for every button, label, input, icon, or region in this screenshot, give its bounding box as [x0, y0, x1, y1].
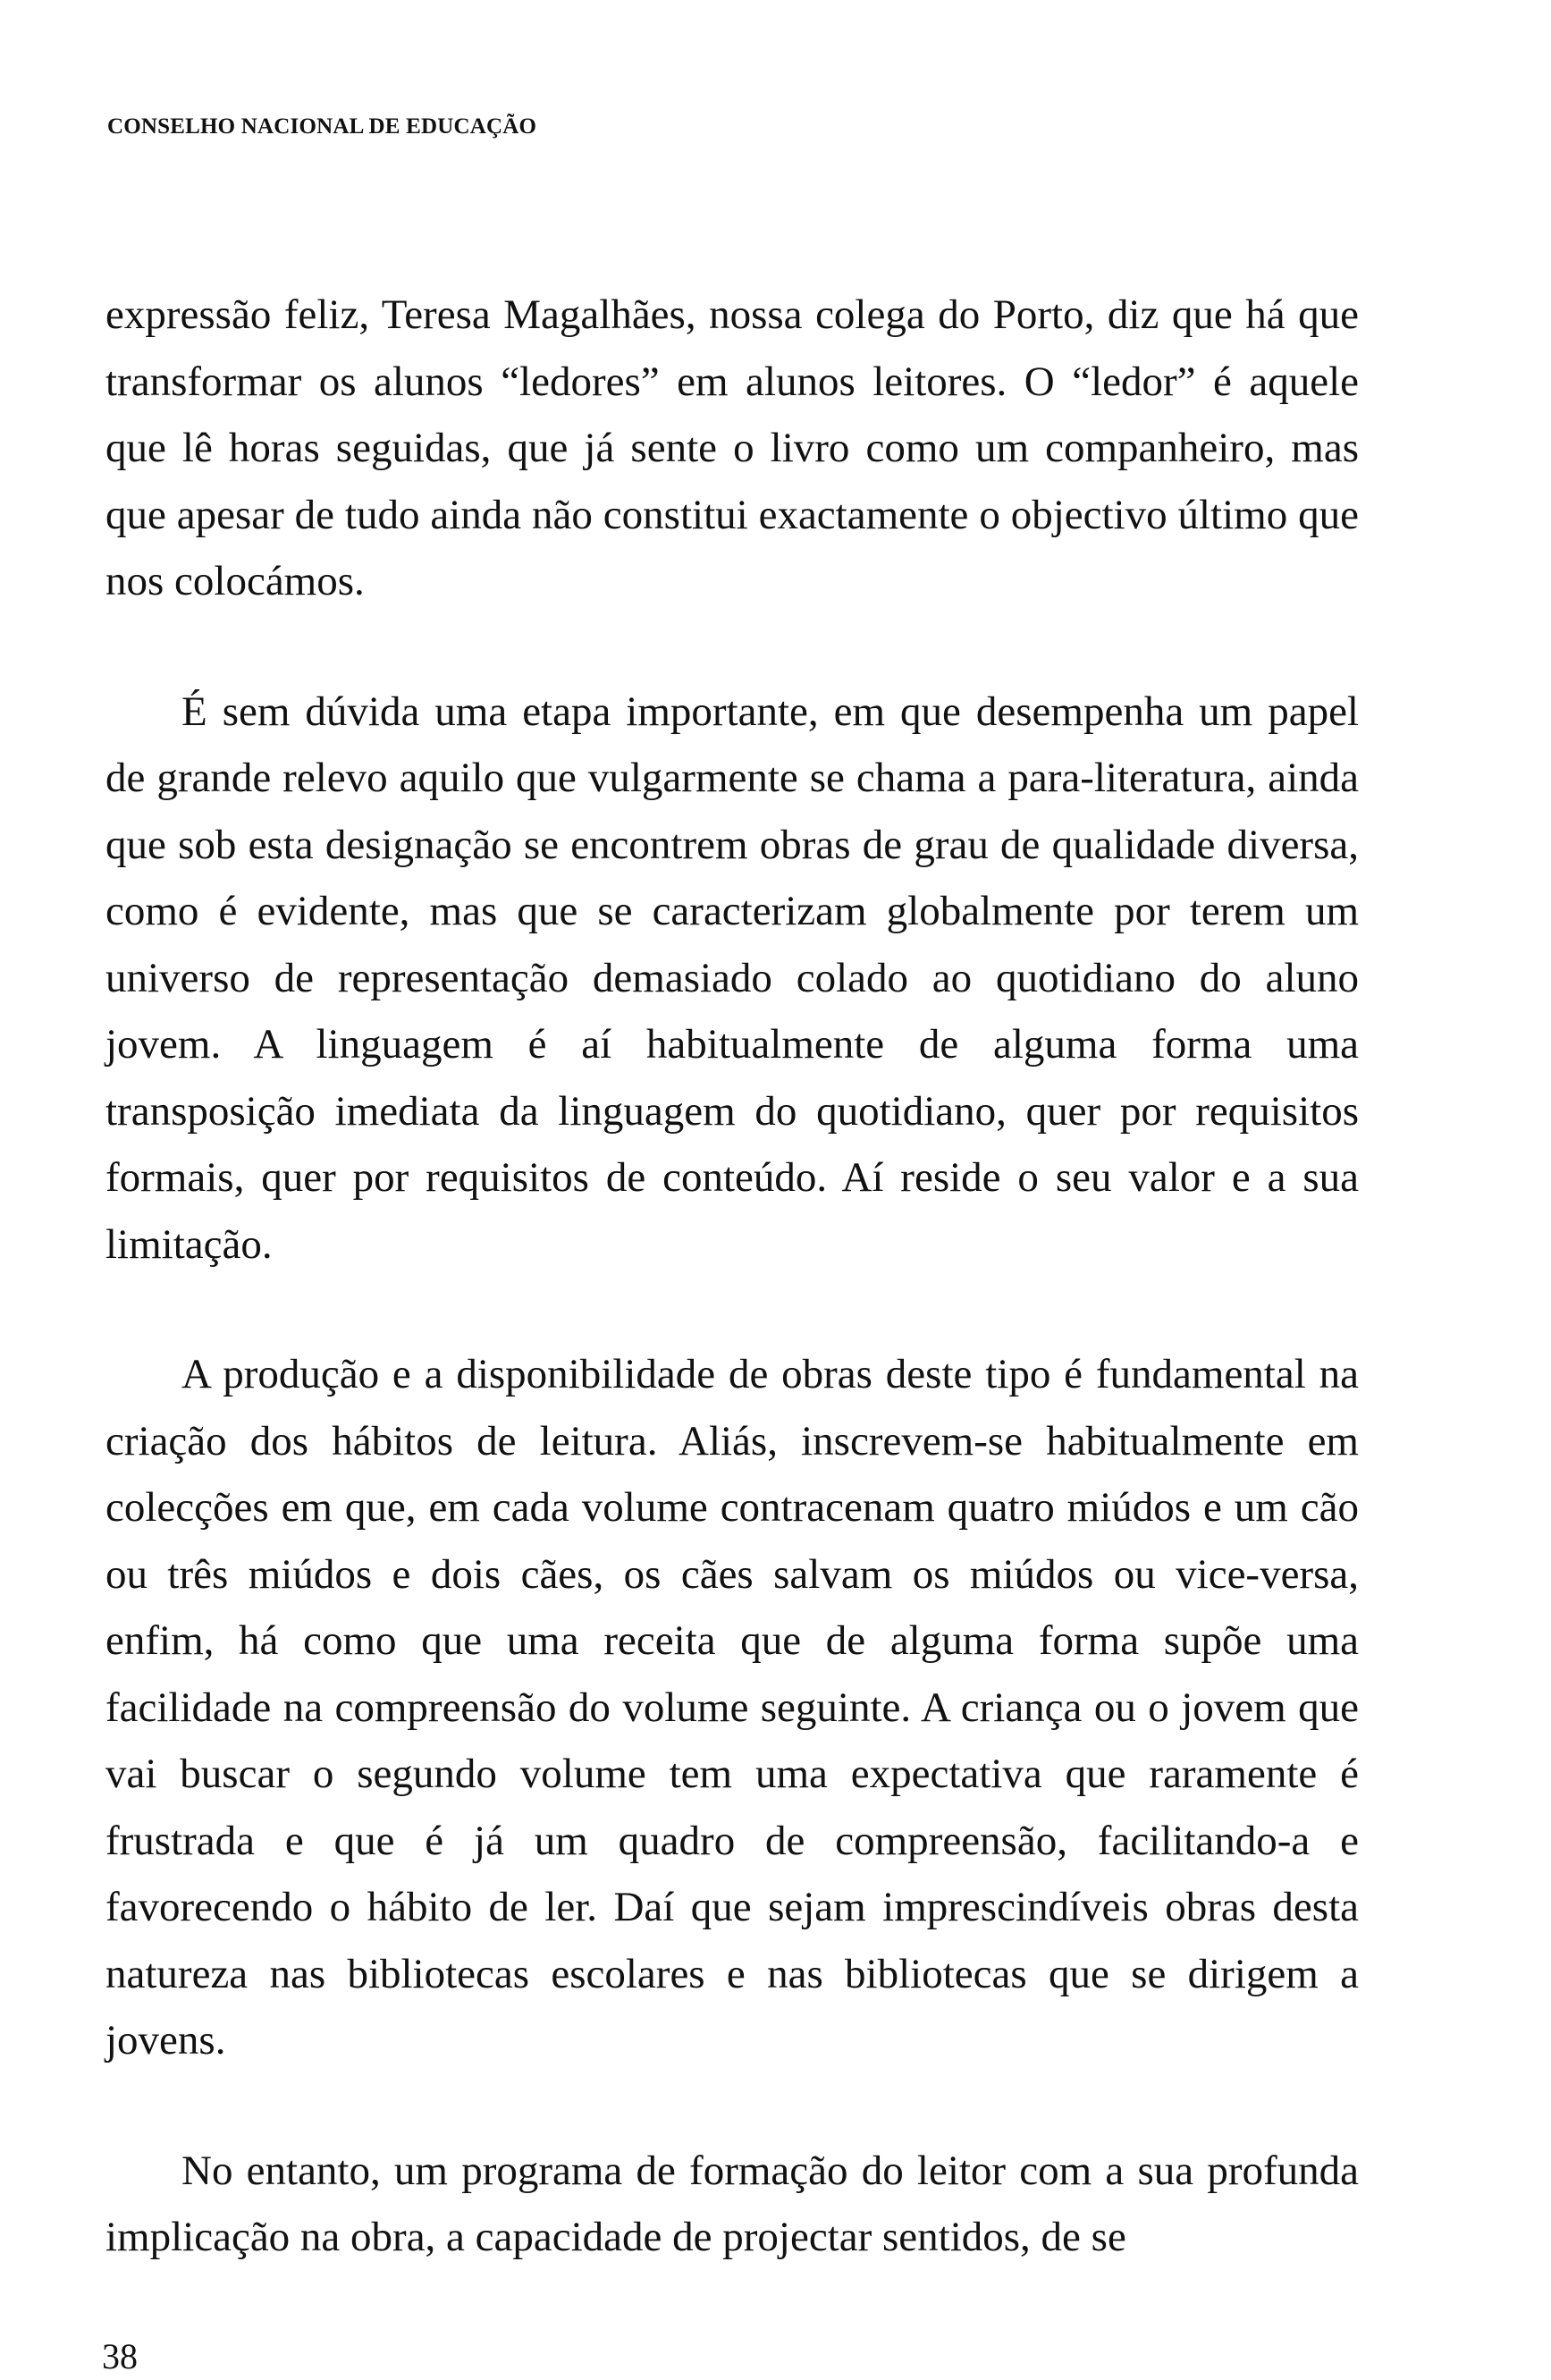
paragraph: É sem dúvida uma etapa importante, em que desempenha um papel de grande relevo aquilo que vulgarmente se chama a para-literatura, ainda que sob esta designação se encontrem obras de grau de qualidade diversa, como é evidente, mas que se caracterizam globalmente por terem um universo de representação demasiado colado ao quotidiano do aluno jovem. A linguagem é aí habitualmente de alguma forma uma transposição imediata da linguagem do quotidiano, quer por requisitos formais, quer por requisitos de conteúdo. Aí reside o seu valor e a sua limitação. [105, 688, 1359, 1268]
paragraph-continuation: expressão feliz, Teresa Magalhães, nossa colega do Porto, diz que há que transformar os alunos “ledores” em alunos leitores. O “ledor” é aquele que lê horas seguidas, que já sente o livro como um companheiro, mas que apesar de tudo ainda não constitui exactamente o objectivo último que nos colocámos. [105, 291, 1359, 604]
running-header: CONSELHO NACIONAL DE EDUCAÇÃO [107, 114, 537, 139]
paragraph: No entanto, um programa de formação do leitor com a sua profunda implicação na obra, a capacidade de projectar sentidos, de se [105, 2147, 1359, 2260]
body-text [105, 282, 1359, 2271]
paragraph: A produção e a disponibilidade de obras deste tipo é fundamental na criação dos hábitos de leitura. Aliás, inscrevem-se habitualmente em colecções em que, em cada volume contracenam quatro miúdos e um cão ou três miúdos e dois cães, os cães salvam os miúdos ou vice-versa, enfim, há como que uma receita que de alguma forma supõe uma facilidade na compreensão do volume seguinte. A criança ou o jovem que vai buscar o segundo volume tem uma expectativa que raramente é frustrada e que é já um quadro de compreensão, facilitando-a e favorecendo o hábito de ler. Daí que sejam imprescindíveis obras desta natureza nas bibliotecas escolares e nas bibliotecas que se dirigem a jovens. [105, 1351, 1359, 2064]
page-number: 38 [102, 2336, 138, 2376]
